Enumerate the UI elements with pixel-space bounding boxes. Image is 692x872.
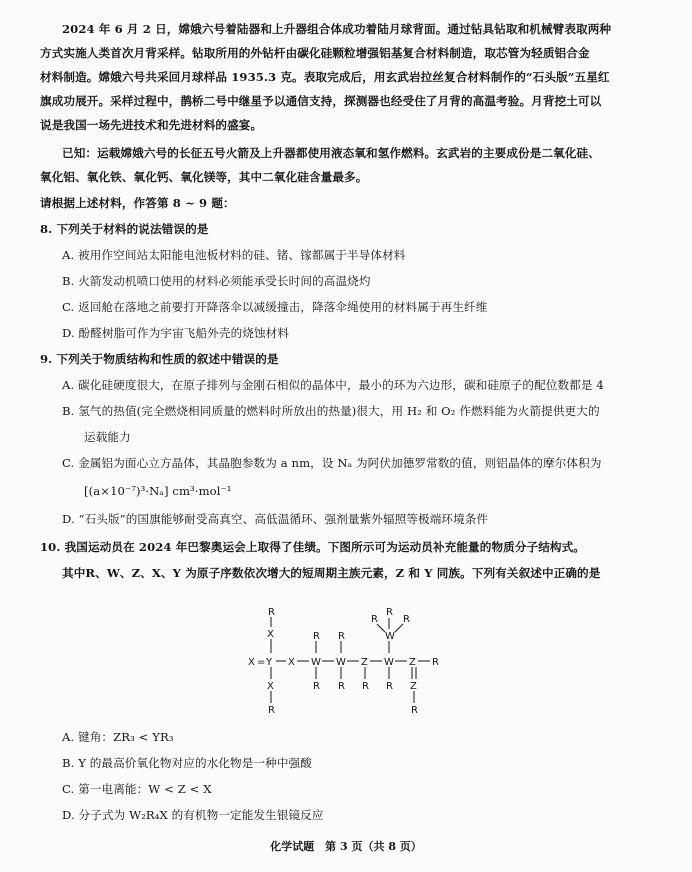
atom-r-top-w2: R xyxy=(338,631,345,642)
passage-line-1: 2024 年 6 月 2 日，嫦娥六号着陆器和上升器组合体成功着陆月球背面。通过钻具钻取和机械臂表取两种 xyxy=(62,22,612,36)
atom-r-bottom-z: R xyxy=(411,705,418,716)
atom-r-bottom-w1: R xyxy=(313,681,320,692)
q9-option-b-cont: 运载能力 xyxy=(84,430,131,444)
q10-option-b: B. Y 的最高价氧化物对应的水化物是一种中强酸 xyxy=(62,756,312,770)
atom-z-bottom: Z xyxy=(410,681,417,692)
q10-option-c: C. 第一电离能：W < Z < X xyxy=(62,782,212,796)
atom-r-right: R xyxy=(432,657,439,668)
atom-w-1: W xyxy=(311,657,321,668)
atom-w-2: W xyxy=(336,657,346,668)
q9-option-c-cont: [(a×10⁻⁷)³·Nₐ] cm³·mol⁻¹ xyxy=(84,484,232,498)
q9-option-a: A. 碳化硅硬度很大，在原子排列与金刚石相似的晶体中，最小的环为六边形，碳和硅原子的配位数都是 4 xyxy=(62,378,604,392)
atom-x-left: X xyxy=(248,657,255,668)
atom-r-branch-top: R xyxy=(386,607,393,618)
atom-x-bottom-y: X xyxy=(267,681,274,692)
atom-r-bottom-y: R xyxy=(268,705,275,716)
atom-w-3: W xyxy=(384,657,394,668)
atom-x-top-y: X xyxy=(267,629,274,640)
q10-option-d: D. 分子式为 W₂R₄X 的有机物一定能发生银镜反应 xyxy=(62,808,324,822)
atom-r-bottom-z1: R xyxy=(362,681,369,692)
passage-line-3: 材料制造。嫦娥六号共采回月球样品 1935.3 克。表取完成后，用玄武岩拉丝复合材料制作的“石头版”五星红 xyxy=(40,70,610,84)
question-10-stem-1: 10. 我国运动员在 2024 年巴黎奥运会上取得了佳绩。下图所示可为运动员补充能量的物质分子结构式。 xyxy=(40,540,585,554)
passage-line-5: 说是我国一场先进技术和先进材料的盛宴。 xyxy=(40,118,263,132)
q10-option-a: A. 键角：ZR₃ < YR₃ xyxy=(62,730,174,744)
atom-r-branch-right: R xyxy=(403,614,410,625)
atom-x-2: X xyxy=(288,657,295,668)
question-9-stem: 9. 下列关于物质结构和性质的叙述中错误的是 xyxy=(40,352,279,366)
passage-line-4: 旗成功展开。采样过程中，鹊桥二号中继星予以通信支持，探测器也经受住了月背的高温考验。月背挖土可以 xyxy=(40,94,602,108)
note-line-1: 已知：运载嫦娥六号的长征五号火箭及上升器都使用液态氧和氢作燃料。玄武岩的主要成份是二氧化硅、 xyxy=(62,146,600,160)
double-bond: = xyxy=(257,657,266,668)
q9-option-c: C. 金属铝为面心立方晶体，其晶胞参数为 a nm，设 Nₐ 为阿伏加德罗常数的值，则铝晶体的摩尔体积为 xyxy=(62,456,602,470)
atom-r-branch-left: R xyxy=(371,614,378,625)
page-footer: 化学试题 第 3 页（共 8 页） xyxy=(270,840,422,853)
atom-w-branch: W xyxy=(385,631,395,642)
atom-r-bottom-w3: R xyxy=(386,681,393,692)
q9-option-d: D. “石头版”的国旗能够耐受高真空、高低温循环、强剂量紫外辐照等极端环境条件 xyxy=(62,512,489,526)
passage-line-2: 方式实施人类首次月背采样。钻取所用的外钻杆由碳化硅颗粒增强铝基复合材料制造，取芯管为轻质铝合金 xyxy=(40,46,590,60)
instruction: 请根据上述材料，作答第 8 ~ 9 题： xyxy=(40,196,235,210)
atom-y: Y xyxy=(266,657,273,668)
q8-option-d: D. 酚醛树脂可作为宇宙飞船外壳的烧蚀材料 xyxy=(62,326,290,340)
q9-option-b: B. 氢气的热值(完全燃烧相同质量的燃料时所放出的热量)很大，用 H₂ 和 O₂ 作燃料能为火箭提供更大的 xyxy=(62,404,600,418)
question-8-stem: 8. 下列关于材料的说法错误的是 xyxy=(40,222,209,236)
note-line-2: 氧化铝、氧化铁、氧化钙、氧化镁等，其中二氧化硅含量最多。 xyxy=(40,170,368,184)
atom-r-top-w1: R xyxy=(313,631,320,642)
q8-option-a: A. 被用作空间站太阳能电池板材料的硅、锗、镓都属于半导体材料 xyxy=(62,248,406,262)
atom-z-2: Z xyxy=(409,657,416,668)
molecule-structure xyxy=(230,602,470,720)
atom-r-bottom-w2: R xyxy=(338,681,345,692)
atom-r-top-y: R xyxy=(268,607,275,618)
q8-option-c: C. 返回舱在落地之前要打开降落伞以减缓撞击，降落伞绳使用的材料属于再生纤维 xyxy=(62,300,488,314)
q8-option-b: B. 火箭发动机喷口使用的材料必须能承受长时间的高温烧灼 xyxy=(62,274,371,288)
atom-z-1: Z xyxy=(361,657,368,668)
question-10-stem-2: 其中R、W、Z、X、Y 为原子序数依次增大的短周期主族元素，Z 和 Y 同族。下列有关叙述中正确的是 xyxy=(62,566,601,580)
